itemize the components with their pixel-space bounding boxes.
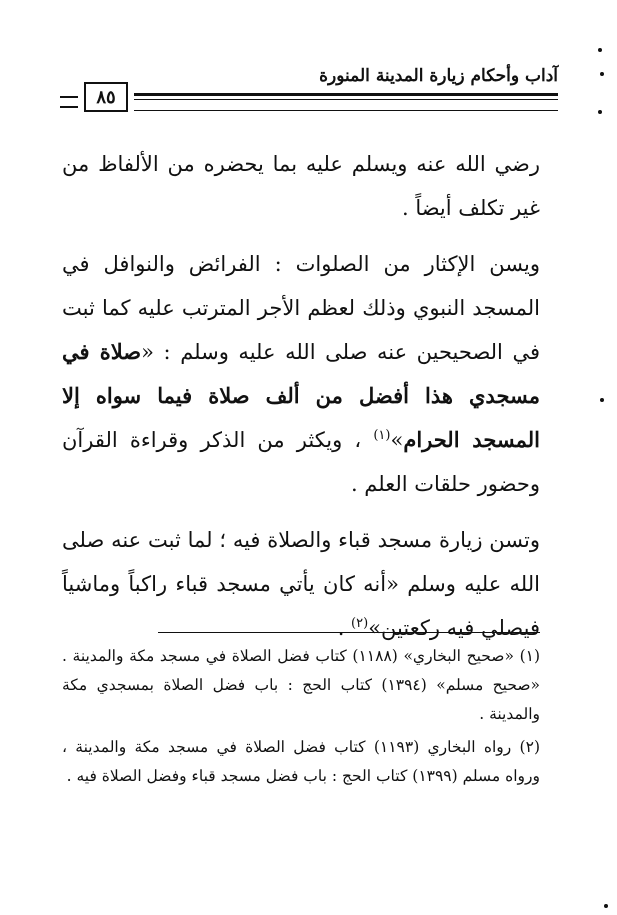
quote-close: » — [390, 428, 404, 452]
header-rule — [134, 93, 558, 111]
footnote-ref-1: (١) — [373, 428, 391, 443]
footnote-1: (١) «صحيح البخاري» (١١٨٨) كتاب فضل الصلاة في مسجد مكة والمدينة . «صحيح مسلم» (١٣٩٤) كتاب الحج : باب فضل الصلاة بمسجدي مكة والمدينة . — [62, 647, 541, 723]
page-header — [60, 60, 558, 120]
main-text — [62, 142, 540, 662]
page-number-box — [84, 82, 128, 112]
paragraph-2-end: ، ويكثر من الذكر وقراءة القرآن وحضور حلقات العلم . — [62, 428, 540, 496]
paragraph-2 — [62, 242, 540, 506]
paragraph-3-end: . — [337, 616, 352, 640]
footnote-2: (٢) رواه البخاري (١١٩٣) كتاب فضل الصلاة في مسجد مكة والمدينة ، ورواه مسلم (١٣٩٩) كتاب الحج : باب فضل مسجد قباء وفضل الصلاة فيه . — [62, 738, 540, 785]
paragraph-1: رضي الله عنه ويسلم عليه بما يحضره من الألفاظ من غير تكلف أيضاً . — [62, 152, 540, 220]
footnotes — [62, 642, 540, 795]
paragraph-2-start: ويسن الإكثار من الصلوات : الفرائض والنوافل في المسجد النبوي وذلك لعظم الأجر المترتب عليه كما ثبت في الصحيحين عنه صلى الله عليه وسلم : « — [62, 252, 541, 364]
margin-dot — [600, 72, 604, 76]
footnote-ref-2: (٢) — [351, 616, 369, 631]
margin-dot — [598, 48, 602, 52]
margin-dot — [598, 110, 602, 114]
paragraph-3 — [62, 518, 540, 650]
header-double-mark — [60, 96, 78, 108]
margin-dot — [604, 904, 608, 908]
running-title: آداب وأحكام زيارة المدينة المنورة — [319, 66, 558, 86]
margin-dot — [600, 398, 604, 402]
paragraph-3-start: وتسن زيارة مسجد قباء والصلاة فيه ؛ لما ثبت عنه صلى الله عليه وسلم «أنه كان يأتي مسجد قباء راكباً وماشياً فيصلي فيه ركعتين» — [62, 528, 540, 640]
page-number: ٨٥ — [96, 86, 116, 108]
hadith-quote: صلاة في مسجدي هذا أفضل من ألف صلاة فيما سواه إلا المسجد الحرام — [62, 339, 540, 452]
footnote-divider — [158, 632, 540, 633]
